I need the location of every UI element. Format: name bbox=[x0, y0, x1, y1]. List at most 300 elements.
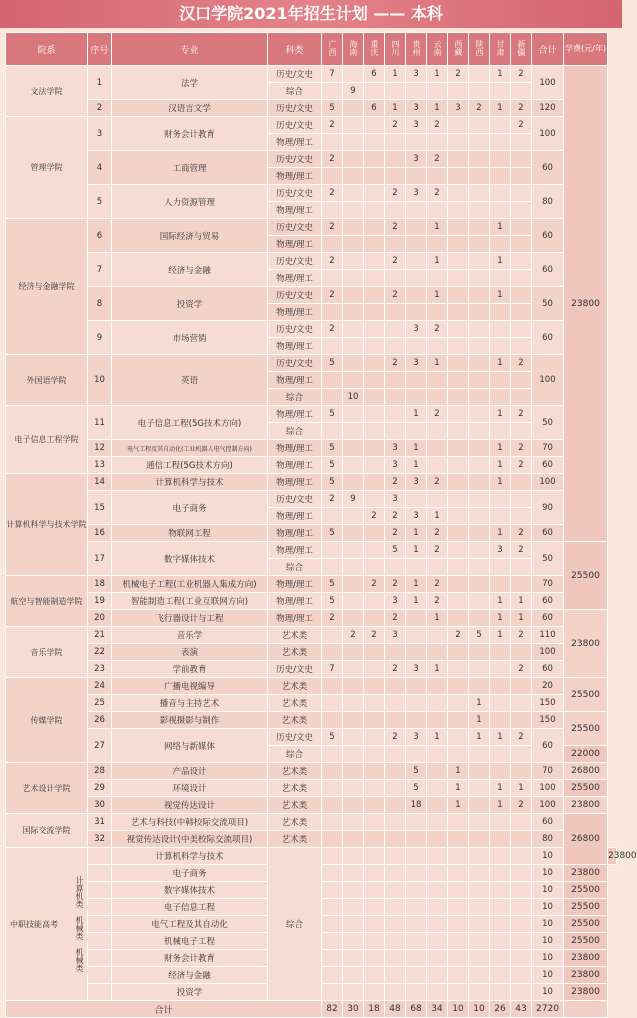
major-cell: 飞行器设计与工程 bbox=[112, 610, 268, 627]
province-cell bbox=[322, 304, 343, 321]
province-cell: 3 bbox=[406, 321, 427, 338]
province-cell bbox=[385, 763, 406, 780]
province-cell bbox=[406, 610, 427, 627]
no-cell: 11 bbox=[88, 406, 112, 440]
header-province: 云南 bbox=[427, 33, 448, 66]
total-cell: 80 bbox=[532, 185, 564, 219]
province-cell bbox=[364, 950, 385, 967]
province-cell bbox=[469, 355, 490, 372]
province-cell bbox=[385, 406, 406, 423]
province-cell bbox=[364, 542, 385, 559]
province-cell bbox=[406, 304, 427, 321]
province-cell: 9 bbox=[343, 491, 364, 508]
province-cell bbox=[511, 882, 532, 899]
province-cell bbox=[511, 151, 532, 168]
category-cell: 物理/理工 bbox=[268, 508, 322, 525]
province-cell bbox=[364, 372, 385, 389]
province-cell bbox=[364, 253, 385, 270]
province-cell bbox=[385, 865, 406, 882]
major-cell: 国际经济与贸易 bbox=[112, 219, 268, 253]
province-cell bbox=[469, 253, 490, 270]
province-cell bbox=[364, 695, 385, 712]
province-cell bbox=[385, 899, 406, 916]
province-cell bbox=[427, 627, 448, 644]
major-cell: 法学 bbox=[112, 66, 268, 100]
category-cell: 物理/理工 bbox=[268, 270, 322, 287]
province-cell bbox=[343, 678, 364, 695]
province-cell: 2 bbox=[322, 117, 343, 134]
province-cell bbox=[448, 508, 469, 525]
major-cell: 数字媒体技术 bbox=[112, 542, 268, 576]
province-cell bbox=[469, 916, 490, 933]
total-cell: 100 bbox=[532, 644, 564, 661]
table-row bbox=[6, 712, 617, 729]
province-cell bbox=[490, 134, 511, 151]
province-cell bbox=[364, 746, 385, 763]
total-cell: 10 bbox=[532, 865, 564, 882]
province-cell bbox=[364, 423, 385, 440]
province-cell: 1 bbox=[490, 406, 511, 423]
table-row bbox=[6, 661, 617, 678]
province-cell bbox=[511, 338, 532, 355]
major-cell: 网络与新媒体 bbox=[112, 729, 268, 763]
province-cell bbox=[343, 355, 364, 372]
province-cell bbox=[448, 389, 469, 406]
province-cell bbox=[469, 984, 490, 1001]
province-cell: 2 bbox=[322, 253, 343, 270]
no-cell bbox=[88, 882, 112, 899]
summary-cell: 30 bbox=[343, 1001, 364, 1018]
province-cell bbox=[448, 253, 469, 270]
province-cell: 2 bbox=[427, 185, 448, 202]
summary-cell: 48 bbox=[385, 1001, 406, 1018]
province-cell bbox=[469, 321, 490, 338]
fee-cell: 23800 bbox=[564, 797, 608, 814]
province-cell bbox=[469, 287, 490, 304]
province-cell bbox=[448, 168, 469, 185]
province-cell: 3 bbox=[406, 729, 427, 746]
major-cell: 电子信息工程 bbox=[112, 899, 268, 916]
category-cell: 物理/理工 bbox=[268, 542, 322, 559]
major-cell: 机械电子工程(工业机器人集成方向) bbox=[112, 576, 268, 593]
header-total: 合计 bbox=[532, 33, 564, 66]
province-cell: 2 bbox=[322, 287, 343, 304]
province-cell bbox=[448, 185, 469, 202]
table-row bbox=[6, 355, 617, 372]
category-cell: 历史/文史 bbox=[268, 253, 322, 270]
province-cell: 1 bbox=[490, 780, 511, 797]
province-cell: 2 bbox=[511, 117, 532, 134]
summary-cell: 34 bbox=[427, 1001, 448, 1018]
major-cell: 广播电视编导 bbox=[112, 678, 268, 695]
province-cell bbox=[364, 814, 385, 831]
province-cell: 6 bbox=[364, 100, 385, 117]
province-cell bbox=[406, 270, 427, 287]
province-cell bbox=[343, 644, 364, 661]
province-cell bbox=[490, 372, 511, 389]
province-cell: 1 bbox=[448, 797, 469, 814]
no-cell: 15 bbox=[88, 491, 112, 525]
no-cell: 8 bbox=[88, 287, 112, 321]
province-cell bbox=[364, 117, 385, 134]
summary-cell: 68 bbox=[406, 1001, 427, 1018]
province-cell: 2 bbox=[385, 525, 406, 542]
province-cell: 1 bbox=[427, 287, 448, 304]
province-cell bbox=[343, 338, 364, 355]
province-cell bbox=[406, 984, 427, 1001]
table-row bbox=[6, 321, 617, 338]
province-cell: 1 bbox=[490, 100, 511, 117]
header-province: 西藏 bbox=[448, 33, 469, 66]
category-cell: 艺术类 bbox=[268, 831, 322, 848]
province-cell bbox=[343, 831, 364, 848]
province-cell bbox=[511, 712, 532, 729]
province-cell bbox=[322, 865, 343, 882]
province-cell bbox=[385, 746, 406, 763]
category-cell: 历史/文史 bbox=[268, 321, 322, 338]
province-cell bbox=[448, 984, 469, 1001]
province-cell bbox=[385, 338, 406, 355]
province-cell bbox=[469, 848, 490, 865]
province-cell bbox=[343, 746, 364, 763]
province-cell bbox=[469, 542, 490, 559]
category-cell: 物理/理工 bbox=[268, 440, 322, 457]
province-cell: 6 bbox=[364, 66, 385, 83]
province-cell: 10 bbox=[343, 389, 364, 406]
province-cell bbox=[511, 763, 532, 780]
province-cell: 18 bbox=[406, 797, 427, 814]
no-cell: 26 bbox=[88, 712, 112, 729]
province-cell bbox=[490, 695, 511, 712]
province-cell bbox=[448, 287, 469, 304]
vocational-sub-label: 机械类 bbox=[75, 948, 84, 972]
province-cell bbox=[385, 321, 406, 338]
header-province: 广西 bbox=[322, 33, 343, 66]
province-cell bbox=[469, 389, 490, 406]
province-cell: 1 bbox=[490, 729, 511, 746]
no-cell bbox=[88, 933, 112, 950]
total-cell: 100 bbox=[532, 117, 564, 151]
province-cell bbox=[448, 610, 469, 627]
province-cell bbox=[427, 865, 448, 882]
province-cell bbox=[427, 984, 448, 1001]
table-row bbox=[6, 644, 617, 661]
header-province: 贵州 bbox=[406, 33, 427, 66]
province-cell: 3 bbox=[406, 474, 427, 491]
total-cell: 70 bbox=[532, 576, 564, 593]
province-cell bbox=[448, 950, 469, 967]
province-cell bbox=[364, 270, 385, 287]
province-cell bbox=[490, 491, 511, 508]
province-cell bbox=[448, 83, 469, 100]
province-cell: 7 bbox=[322, 66, 343, 83]
province-cell bbox=[322, 797, 343, 814]
province-cell bbox=[511, 984, 532, 1001]
province-cell bbox=[490, 117, 511, 134]
province-cell bbox=[511, 967, 532, 984]
province-cell bbox=[385, 389, 406, 406]
province-cell bbox=[322, 882, 343, 899]
province-cell bbox=[343, 882, 364, 899]
category-cell: 历史/文史 bbox=[268, 219, 322, 236]
province-cell: 1 bbox=[427, 729, 448, 746]
province-cell bbox=[490, 168, 511, 185]
province-cell: 1 bbox=[469, 729, 490, 746]
fee-cell: 26800 bbox=[564, 763, 608, 780]
province-cell bbox=[322, 780, 343, 797]
major-cell: 通信工程(5G技术方向) bbox=[112, 457, 268, 474]
summary-cell: 26 bbox=[490, 1001, 511, 1018]
province-cell bbox=[490, 338, 511, 355]
province-cell bbox=[469, 440, 490, 457]
province-cell: 1 bbox=[490, 627, 511, 644]
major-cell: 物联网工程 bbox=[112, 525, 268, 542]
province-cell bbox=[469, 678, 490, 695]
table-row bbox=[6, 287, 617, 304]
major-cell: 英语 bbox=[112, 355, 268, 406]
province-cell bbox=[343, 950, 364, 967]
province-cell bbox=[448, 134, 469, 151]
fee-cell: 22000 bbox=[564, 746, 608, 763]
province-cell bbox=[448, 933, 469, 950]
province-cell: 1 bbox=[385, 100, 406, 117]
province-cell bbox=[343, 933, 364, 950]
province-cell bbox=[406, 678, 427, 695]
province-cell: 1 bbox=[490, 287, 511, 304]
province-cell bbox=[490, 83, 511, 100]
no-cell: 23 bbox=[88, 661, 112, 678]
page-title: 汉口学院2021年招生计划 —— 本科 bbox=[0, 0, 622, 28]
province-cell: 1 bbox=[406, 406, 427, 423]
province-cell: 2 bbox=[385, 661, 406, 678]
table-row bbox=[6, 542, 617, 559]
province-cell bbox=[469, 644, 490, 661]
total-cell: 10 bbox=[532, 984, 564, 1001]
no-cell: 27 bbox=[88, 729, 112, 763]
province-cell bbox=[406, 967, 427, 984]
province-cell bbox=[511, 950, 532, 967]
province-cell bbox=[322, 83, 343, 100]
province-cell bbox=[343, 423, 364, 440]
total-cell: 100 bbox=[532, 797, 564, 814]
province-cell: 1 bbox=[427, 610, 448, 627]
province-cell: 3 bbox=[385, 491, 406, 508]
total-cell: 60 bbox=[532, 219, 564, 253]
category-cell: 艺术类 bbox=[268, 627, 322, 644]
province-cell: 1 bbox=[490, 593, 511, 610]
no-cell: 28 bbox=[88, 763, 112, 780]
province-cell: 3 bbox=[490, 542, 511, 559]
province-cell bbox=[511, 253, 532, 270]
no-cell: 1 bbox=[88, 66, 112, 100]
fee-cell: 23800 bbox=[564, 610, 608, 678]
category-cell: 综合 bbox=[268, 746, 322, 763]
province-cell bbox=[343, 508, 364, 525]
province-cell bbox=[406, 644, 427, 661]
province-cell bbox=[343, 712, 364, 729]
province-cell: 5 bbox=[322, 100, 343, 117]
province-cell bbox=[469, 746, 490, 763]
no-cell bbox=[88, 916, 112, 933]
table-row bbox=[6, 185, 617, 202]
province-cell bbox=[406, 202, 427, 219]
major-cell: 电气工程及其自动化 bbox=[112, 916, 268, 933]
total-cell: 60 bbox=[532, 321, 564, 355]
major-cell: 投资学 bbox=[112, 287, 268, 321]
province-cell bbox=[469, 304, 490, 321]
province-cell bbox=[343, 474, 364, 491]
province-cell bbox=[406, 695, 427, 712]
province-cell: 1 bbox=[427, 219, 448, 236]
major-cell: 计算机科学与技术 bbox=[112, 848, 268, 865]
major-cell: 视觉传达设计(中美校际交流项目) bbox=[112, 831, 268, 848]
province-cell bbox=[469, 185, 490, 202]
no-cell: 2 bbox=[88, 100, 112, 117]
province-cell bbox=[364, 440, 385, 457]
header-province: 四川 bbox=[385, 33, 406, 66]
province-cell bbox=[364, 321, 385, 338]
major-cell: 智能制造工程(工业互联网方向) bbox=[112, 593, 268, 610]
table-row bbox=[6, 627, 617, 644]
province-cell bbox=[469, 593, 490, 610]
table-row bbox=[6, 100, 617, 117]
major-cell: 表演 bbox=[112, 644, 268, 661]
province-cell bbox=[322, 270, 343, 287]
province-cell bbox=[490, 967, 511, 984]
province-cell bbox=[427, 440, 448, 457]
province-cell bbox=[490, 814, 511, 831]
province-cell: 5 bbox=[322, 355, 343, 372]
province-cell bbox=[427, 423, 448, 440]
province-cell bbox=[364, 338, 385, 355]
province-cell bbox=[385, 916, 406, 933]
category-cell: 物理/理工 bbox=[268, 474, 322, 491]
province-cell bbox=[406, 168, 427, 185]
province-cell bbox=[406, 950, 427, 967]
province-cell bbox=[490, 202, 511, 219]
table-row bbox=[6, 797, 617, 814]
province-cell: 2 bbox=[427, 593, 448, 610]
province-cell bbox=[511, 185, 532, 202]
province-cell: 2 bbox=[322, 610, 343, 627]
no-cell: 6 bbox=[88, 219, 112, 253]
province-cell bbox=[385, 151, 406, 168]
total-cell: 60 bbox=[532, 525, 564, 542]
no-cell: 17 bbox=[88, 542, 112, 576]
province-cell: 2 bbox=[448, 627, 469, 644]
province-cell bbox=[343, 695, 364, 712]
province-cell bbox=[469, 338, 490, 355]
province-cell bbox=[322, 831, 343, 848]
province-cell: 1 bbox=[490, 610, 511, 627]
no-cell: 13 bbox=[88, 457, 112, 474]
summary-row bbox=[6, 1001, 617, 1018]
province-cell bbox=[511, 746, 532, 763]
college-cell: 计算机科学与技术学院 bbox=[6, 474, 88, 576]
province-cell bbox=[406, 746, 427, 763]
province-cell bbox=[469, 134, 490, 151]
province-cell bbox=[385, 236, 406, 253]
province-cell: 1 bbox=[511, 593, 532, 610]
no-cell bbox=[88, 967, 112, 984]
total-cell: 50 bbox=[532, 542, 564, 576]
no-cell: 3 bbox=[88, 117, 112, 151]
category-cell: 物理/理工 bbox=[268, 457, 322, 474]
province-cell bbox=[427, 916, 448, 933]
major-cell: 学前教育 bbox=[112, 661, 268, 678]
province-cell bbox=[364, 559, 385, 576]
province-cell: 2 bbox=[364, 508, 385, 525]
province-cell bbox=[364, 457, 385, 474]
no-cell bbox=[88, 899, 112, 916]
province-cell bbox=[427, 372, 448, 389]
province-cell: 2 bbox=[511, 627, 532, 644]
province-cell bbox=[364, 389, 385, 406]
province-cell: 2 bbox=[364, 576, 385, 593]
province-cell bbox=[511, 389, 532, 406]
province-cell bbox=[511, 168, 532, 185]
category-cell: 历史/文史 bbox=[268, 117, 322, 134]
province-cell bbox=[511, 916, 532, 933]
plan-table-wrapper bbox=[5, 32, 637, 1016]
province-cell bbox=[385, 848, 406, 865]
province-cell bbox=[343, 797, 364, 814]
province-cell bbox=[469, 525, 490, 542]
province-cell bbox=[385, 559, 406, 576]
college-cell bbox=[6, 848, 88, 1001]
table-row bbox=[6, 151, 617, 168]
province-cell bbox=[322, 508, 343, 525]
province-cell bbox=[448, 304, 469, 321]
province-cell bbox=[343, 100, 364, 117]
province-cell bbox=[469, 950, 490, 967]
college-cell: 音乐学院 bbox=[6, 627, 88, 678]
province-cell bbox=[469, 474, 490, 491]
college-cell: 外国语学院 bbox=[6, 355, 88, 406]
province-cell bbox=[511, 695, 532, 712]
province-cell: 5 bbox=[322, 406, 343, 423]
province-cell bbox=[448, 712, 469, 729]
province-cell bbox=[490, 321, 511, 338]
province-cell: 1 bbox=[490, 474, 511, 491]
province-cell: 1 bbox=[490, 253, 511, 270]
fee-cell: 23800 bbox=[564, 66, 608, 542]
total-cell: 70 bbox=[532, 763, 564, 780]
province-cell: 1 bbox=[448, 780, 469, 797]
province-cell bbox=[469, 831, 490, 848]
category-cell: 综合 bbox=[268, 83, 322, 100]
province-cell bbox=[364, 474, 385, 491]
province-cell: 1 bbox=[490, 66, 511, 83]
province-cell bbox=[322, 236, 343, 253]
province-cell bbox=[469, 117, 490, 134]
province-cell: 2 bbox=[469, 100, 490, 117]
province-cell: 2 bbox=[385, 185, 406, 202]
category-cell: 历史/文史 bbox=[268, 185, 322, 202]
category-cell: 综合 bbox=[268, 389, 322, 406]
province-cell: 2 bbox=[511, 661, 532, 678]
province-cell: 2 bbox=[427, 474, 448, 491]
province-cell bbox=[427, 814, 448, 831]
province-cell bbox=[427, 933, 448, 950]
province-cell bbox=[406, 219, 427, 236]
province-cell bbox=[448, 559, 469, 576]
major-cell: 市场营销 bbox=[112, 321, 268, 355]
province-cell bbox=[490, 644, 511, 661]
province-cell bbox=[511, 304, 532, 321]
province-cell bbox=[427, 797, 448, 814]
fee-cell: 25500 bbox=[564, 678, 608, 712]
